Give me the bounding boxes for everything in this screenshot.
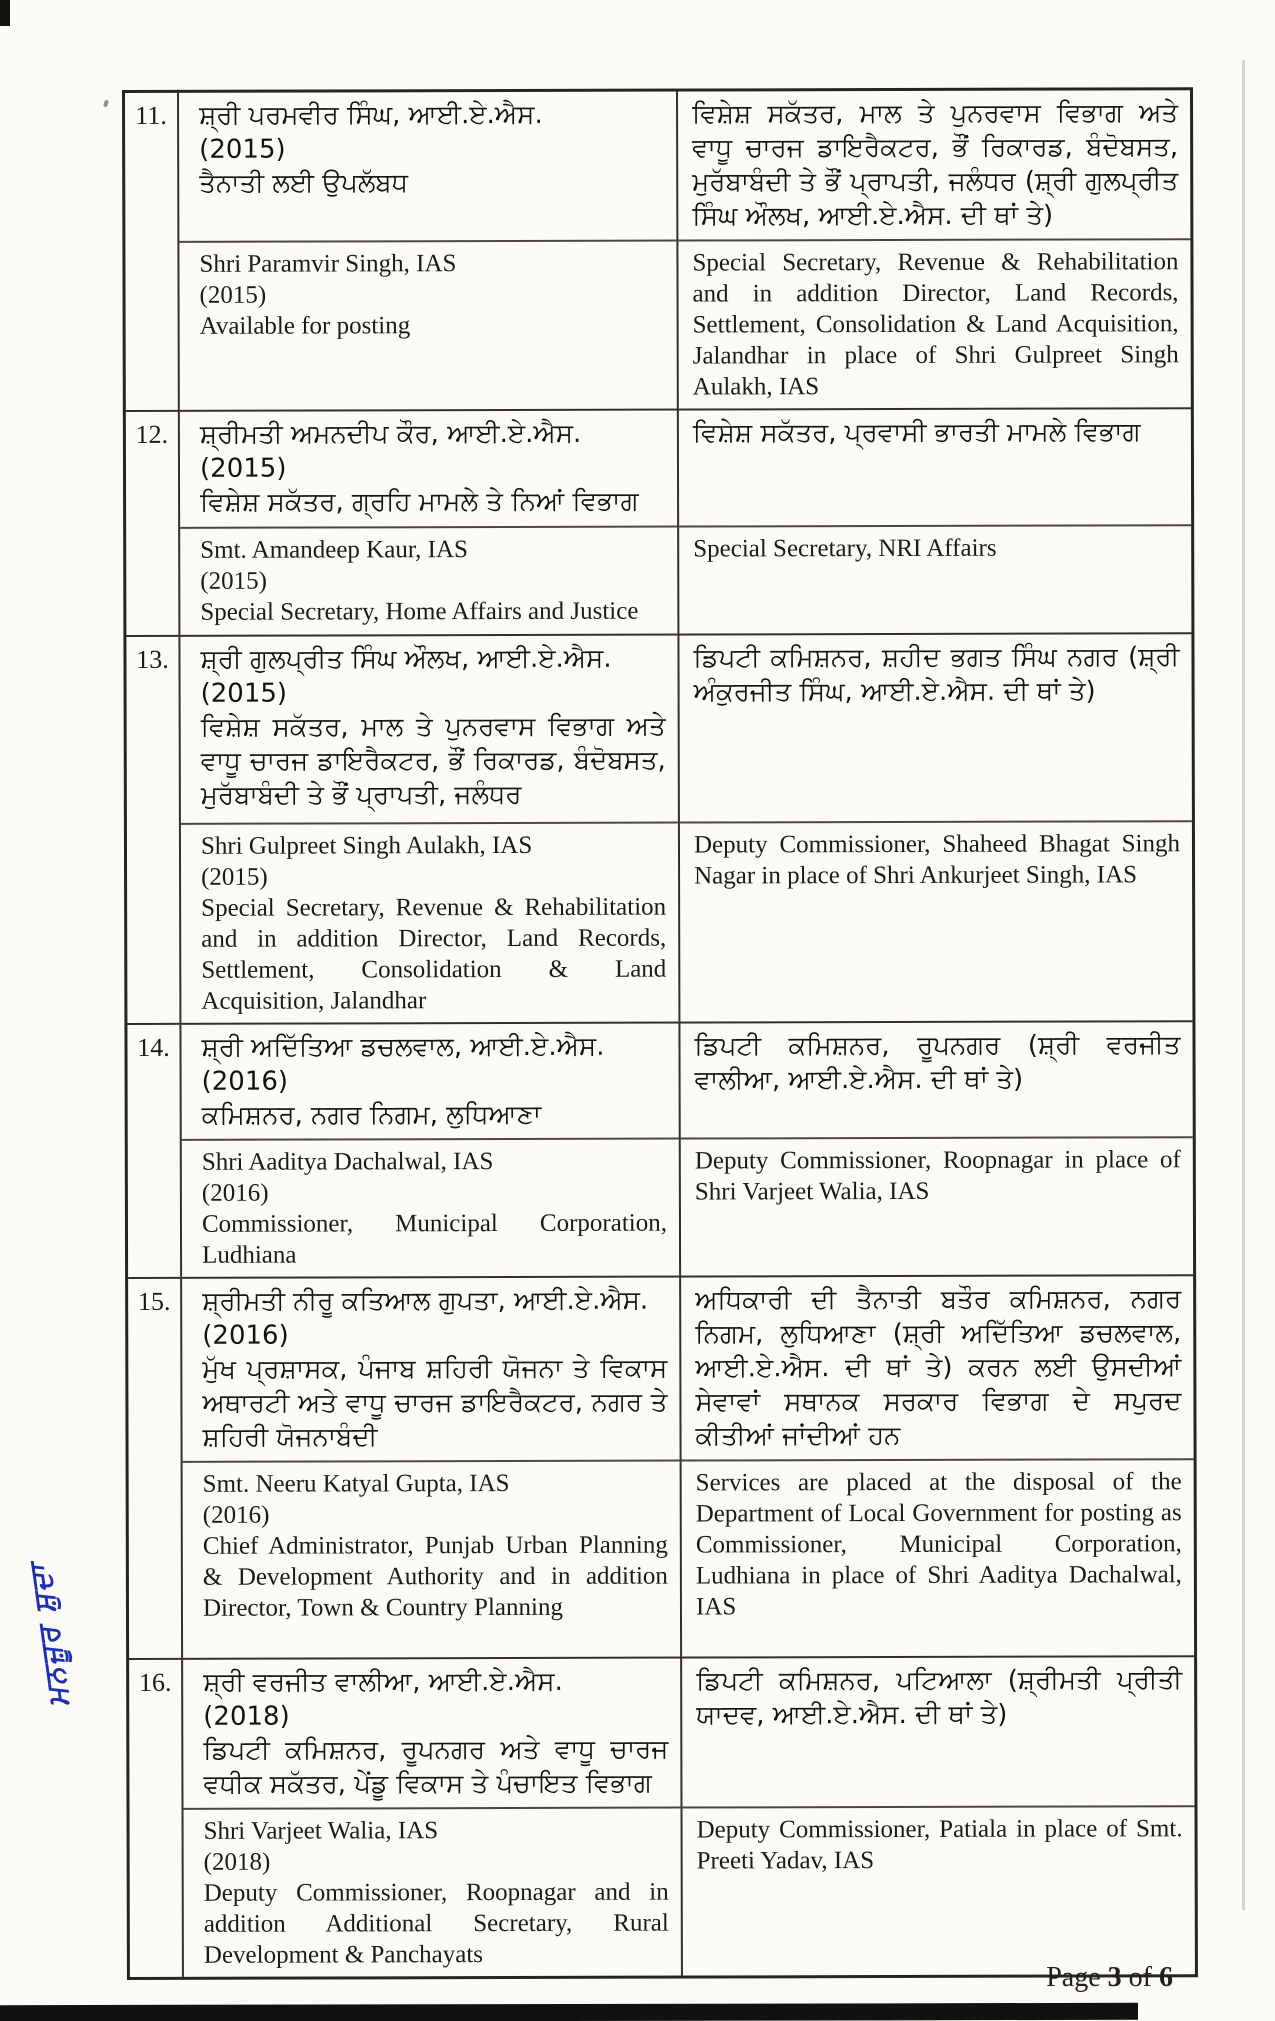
handwritten-margin-note: ਮਨਜ਼ੂਰ ਸ਼ੁਦਾ bbox=[21, 1560, 76, 1710]
officer-name-punjabi: ਸ਼੍ਰੀਮਤੀ ਨੀਰੂ ਕਤਿਆਲ ਗੁਪਤਾ, ਆਈ.ਏ.ਐਸ. bbox=[202, 1285, 649, 1317]
serial-number: 13. bbox=[126, 637, 181, 1023]
new-post-cell-punjabi bbox=[678, 1022, 1192, 1139]
officer-name-english: Smt. Neeru Katyal Gupta, IAS bbox=[202, 1469, 510, 1498]
table-row bbox=[128, 1274, 1194, 1658]
new-post-punjabi: ਵਿਸ਼ੇਸ਼ ਸਕੱਤਰ, ਪ੍ਰਵਾਸੀ ਭਾਰਤੀ ਮਾਮਲੇ ਵਿਭਾਗ bbox=[692, 417, 1141, 449]
new-post-english: Special Secretary, Revenue & Rehabilitation and in addition Director, Land Records, Settlement, Consolidation & Land Acquisition, Jalandhar in place of Shri Gulpreet Singh Aulakh, IAS bbox=[692, 248, 1179, 401]
officer-name-punjabi: ਸ਼੍ਰੀ ਪਰਮਵੀਰ ਸਿੰਘ, ਆਈ.ਏ.ਐਸ. bbox=[199, 99, 543, 131]
serial-number: 11. bbox=[125, 93, 180, 410]
current-post-english: Special Secretary, Revenue & Rehabilitation and in addition Director, Land Records, Settlement, Consolidation & Land Acquisition, Jalandhar bbox=[201, 893, 667, 1015]
current-post-punjabi: ਵਿਸ਼ੇਸ਼ ਸਕੱਤਰ, ਮਾਲ ਤੇ ਪੁਨਰਵਾਸ ਵਿਭਾਗ ਅਤੇ ਵਾਧੂ ਚਾਰਜ ਡਾਇਰੈਕਟਰ, ਭੌਂ ਰਿਕਾਰਡ, ਬੰਦੋਬਸਤ, ਮੁਰੱਬਾਬੰਦੀ ਤੇ ਭੌਂ ਪ੍ਰਾਪਤੀ, ਜਲੰਧਰ bbox=[200, 711, 666, 811]
new-post-cell-punjabi bbox=[679, 1276, 1193, 1461]
batch-year-english: (2016) bbox=[201, 1179, 269, 1207]
current-post-english: Deputy Commissioner, Roopnagar and in addition Additional Secretary, Rural Development & Panchayats bbox=[203, 1878, 669, 1969]
current-post-punjabi: ਡਿਪਟੀ ਕਮਿਸ਼ਨਰ, ਰੂਪਨਗਰ ਅਤੇ ਵਾਧੂ ਚਾਰਜ ਵਧੀਕ ਸਕੱਤਰ, ਪੇਂਡੂ ਵਿਕਾਸ ਤੇ ਪੰਚਾਇਤ ਵਿਭਾਗ bbox=[203, 1734, 669, 1800]
officer-cell-english bbox=[180, 528, 677, 635]
officer-name-english: Shri Paramvir Singh, IAS bbox=[199, 250, 457, 278]
current-post-punjabi: ਕਮਿਸ਼ਨਰ, ਨਗਰ ਨਿਗਮ, ਲੁਧਿਆਣਾ bbox=[201, 1099, 542, 1131]
new-post-cell-english bbox=[679, 1138, 1193, 1275]
table-row bbox=[126, 407, 1192, 635]
current-post-english: Chief Administrator, Punjab Urban Planning & Development Authority and in addition Director, Town & Country Planning bbox=[202, 1531, 668, 1622]
scan-artifact-corner bbox=[0, 0, 10, 26]
scan-artifact-streak bbox=[1242, 60, 1245, 1910]
new-post-cell-punjabi bbox=[680, 1657, 1194, 1808]
new-post-cell-english bbox=[677, 526, 1191, 633]
batch-year-english: (2018) bbox=[203, 1848, 271, 1876]
officer-name-english: Shri Varjeet Walia, IAS bbox=[203, 1817, 439, 1845]
officer-cell-punjabi bbox=[180, 411, 677, 529]
table-row bbox=[127, 1020, 1193, 1277]
new-post-english: Services are placed at the disposal of the Department of Local Government for posting as Commissioner, Municipal Corporation, Ludhiana in place of Shri Aaditya Dachalwal, IAS bbox=[695, 1468, 1182, 1621]
new-post-cell-english bbox=[680, 1460, 1195, 1656]
new-post-punjabi: ਅਧਿਕਾਰੀ ਦੀ ਤੈਨਾਤੀ ਬਤੌਰ ਕਮਿਸ਼ਨਰ, ਨਗਰ ਨਿਗਮ, ਲੁਧਿਆਣਾ (ਸ਼੍ਰੀ ਅਦਿੱਤਿਆ ਡਚਲਵਾਲ, ਆਈ.ਏ.ਐਸ. ਦੀ ਥਾਂ ਤੇ) ਕਰਨ ਲਈ ਉਸਦੀਆਂ ਸੇਵਾਵਾਂ ਸਥਾਨਕ ਸਰਕਾਰ ਵਿਭਾਗ ਦੇ ਸਪੁਰਦ ਕੀਤੀਆਂ ਜਾਂਦੀਆਂ ਹਨ bbox=[695, 1284, 1182, 1452]
officer-cell-english bbox=[182, 1140, 679, 1277]
new-post-cell-english bbox=[678, 822, 1193, 1021]
batch-year-punjabi: (2015) bbox=[200, 678, 288, 709]
officer-cell-punjabi bbox=[183, 1659, 680, 1810]
footer-word-of: of bbox=[1128, 1962, 1152, 1993]
officer-cell-english bbox=[183, 1462, 681, 1658]
new-post-cell-english bbox=[676, 240, 1190, 408]
footer-total-pages: 6 bbox=[1159, 1962, 1173, 1993]
officer-name-punjabi: ਸ਼੍ਰੀਮਤੀ ਅਮਨਦੀਪ ਕੌਰ, ਆਈ.ਏ.ਐਸ. bbox=[199, 418, 582, 450]
serial-number: 14. bbox=[127, 1025, 182, 1277]
batch-year-punjabi: (2016) bbox=[202, 1320, 289, 1351]
officer-name-punjabi: ਸ਼੍ਰੀ ਵਰਜੀਤ ਵਾਲੀਆ, ਆਈ.ਏ.ਐਸ. bbox=[203, 1666, 563, 1698]
ink-speck bbox=[103, 100, 109, 108]
new-post-punjabi: ਵਿਸ਼ੇਸ਼ ਸਕੱਤਰ, ਮਾਲ ਤੇ ਪੁਨਰਵਾਸ ਵਿਭਾਗ ਅਤੇ ਵਾਧੂ ਚਾਰਜ ਡਾਇਰੈਕਟਰ, ਭੌਂ ਰਿਕਾਰਡ, ਬੰਦੋਬਸਤ, ਮੁਰੱਬਾਬੰਦੀ ਤੇ ਭੌਂ ਪ੍ਰਾਪਤੀ, ਜਲੰਧਰ (ਸ਼੍ਰੀ ਗੁਲਪ੍ਰੀਤ ਸਿੰਘ ਔਲਖ, ਆਈ.ਏ.ਐਸ. ਦੀ ਥਾਂ ਤੇ) bbox=[692, 98, 1179, 232]
officer-transfer-table bbox=[122, 87, 1198, 1980]
scan-artifact-bottom-bar bbox=[0, 2003, 1138, 2021]
new-post-english: Deputy Commissioner, Roopnagar in place of Shri Varjeet Walia, IAS bbox=[694, 1146, 1181, 1206]
officer-cell-english bbox=[179, 242, 676, 410]
serial-number: 12. bbox=[126, 412, 181, 635]
new-post-english: Deputy Commissioner, Patiala in place of Smt. Preeti Yadav, IAS bbox=[696, 1815, 1183, 1875]
new-post-english: Special Secretary, NRI Affairs bbox=[693, 534, 997, 563]
footer-current-page: 3 bbox=[1107, 1962, 1122, 1993]
new-post-punjabi: ਡਿਪਟੀ ਕਮਿਸ਼ਨਰ, ਸ਼ਹੀਦ ਭਗਤ ਸਿੰਘ ਨਗਰ (ਸ਼੍ਰੀ ਅੰਕੁਰਜੀਤ ਸਿੰਘ, ਆਈ.ਏ.ਐਸ. ਦੀ ਥਾਂ ਤੇ) bbox=[693, 642, 1180, 708]
batch-year-punjabi: (2016) bbox=[201, 1066, 289, 1097]
table-row bbox=[125, 90, 1191, 410]
new-post-punjabi: ਡਿਪਟੀ ਕਮਿਸ਼ਨਰ, ਰੂਪਨਗਰ (ਸ਼੍ਰੀ ਵਰਜੀਤ ਵਾਲੀਆ, ਆਈ.ਏ.ਐਸ. ਦੀ ਥਾਂ ਤੇ) bbox=[694, 1030, 1181, 1096]
new-post-cell-punjabi bbox=[677, 634, 1191, 823]
batch-year-punjabi: (2015) bbox=[199, 453, 287, 484]
officer-name-punjabi: ਸ਼੍ਰੀ ਅਦਿੱਤਿਆ ਡਚਲਵਾਲ, ਆਈ.ਏ.ਐਸ. bbox=[201, 1031, 605, 1063]
serial-number: 15. bbox=[128, 1279, 183, 1658]
officer-name-english: Smt. Amandeep Kaur, IAS bbox=[200, 536, 468, 564]
batch-year-punjabi: (2018) bbox=[203, 1701, 290, 1732]
current-post-punjabi: ਮੁੱਖ ਪ੍ਰਸ਼ਾਸਕ, ਪੰਜਾਬ ਸ਼ਹਿਰੀ ਯੋਜਨਾ ਤੇ ਵਿਕਾਸ ਅਥਾਰਟੀ ਅਤੇ ਵਾਧੂ ਚਾਰਜ ਡਾਇਰੈਕਟਰ, ਨਗਰ ਤੇ ਸ਼ਹਿਰੀ ਯੋਜਨਾਬੰਦੀ bbox=[202, 1353, 668, 1453]
table-row bbox=[129, 1655, 1195, 1977]
serial-number: 16. bbox=[129, 1660, 184, 1977]
current-post-punjabi: ਤੈਨਾਤੀ ਲਈ ਉਪਲੱਬਧ bbox=[199, 168, 409, 199]
officer-cell-punjabi bbox=[181, 1024, 678, 1141]
batch-year-english: (2015) bbox=[200, 567, 267, 595]
new-post-cell-punjabi bbox=[677, 409, 1191, 527]
current-post-english: Available for posting bbox=[199, 312, 411, 340]
page-footer bbox=[933, 1962, 1173, 1994]
new-post-cell-english bbox=[681, 1807, 1195, 1975]
batch-year-english: (2016) bbox=[202, 1501, 270, 1529]
officer-name-english: Shri Aaditya Dachalwal, IAS bbox=[201, 1148, 494, 1176]
table-row bbox=[126, 632, 1192, 1023]
new-post-cell-punjabi bbox=[676, 90, 1190, 241]
footer-word-page: Page bbox=[1046, 1962, 1101, 1993]
batch-year-english: (2015) bbox=[199, 281, 267, 309]
officer-name-punjabi: ਸ਼੍ਰੀ ਗੁਲਪ੍ਰੀਤ ਸਿੰਘ ਔਲਖ, ਆਈ.ਏ.ਐਸ. bbox=[200, 643, 612, 675]
current-post-english: Special Secretary, Home Affairs and Justice bbox=[200, 597, 639, 626]
officer-cell-english bbox=[184, 1809, 681, 1977]
officer-cell-punjabi bbox=[182, 1278, 679, 1463]
current-post-english: Commissioner, Municipal Corporation, Ludhiana bbox=[201, 1209, 668, 1269]
officer-cell-punjabi bbox=[180, 636, 677, 825]
batch-year-english: (2015) bbox=[201, 863, 268, 891]
new-post-english: Deputy Commissioner, Shaheed Bhagat Singh Nagar in place of Shri Ankurjeet Singh, IAS bbox=[693, 830, 1181, 890]
batch-year-punjabi: (2015) bbox=[199, 134, 286, 165]
officer-cell-punjabi bbox=[179, 92, 676, 243]
new-post-punjabi: ਡਿਪਟੀ ਕਮਿਸ਼ਨਰ, ਪਟਿਆਲਾ (ਸ਼੍ਰੀਮਤੀ ਪ੍ਰੀਤੀ ਯਾਦਵ, ਆਈ.ਏ.ਐਸ. ਦੀ ਥਾਂ ਤੇ) bbox=[696, 1665, 1183, 1731]
officer-name-english: Shri Gulpreet Singh Aulakh, IAS bbox=[200, 831, 533, 860]
officer-cell-english bbox=[181, 824, 679, 1023]
current-post-punjabi: ਵਿਸ਼ੇਸ਼ ਸਕੱਤਰ, ਗ੍ਰਹਿ ਮਾਮਲੇ ਤੇ ਨਿਆਂ ਵਿਭਾਗ bbox=[200, 486, 639, 518]
